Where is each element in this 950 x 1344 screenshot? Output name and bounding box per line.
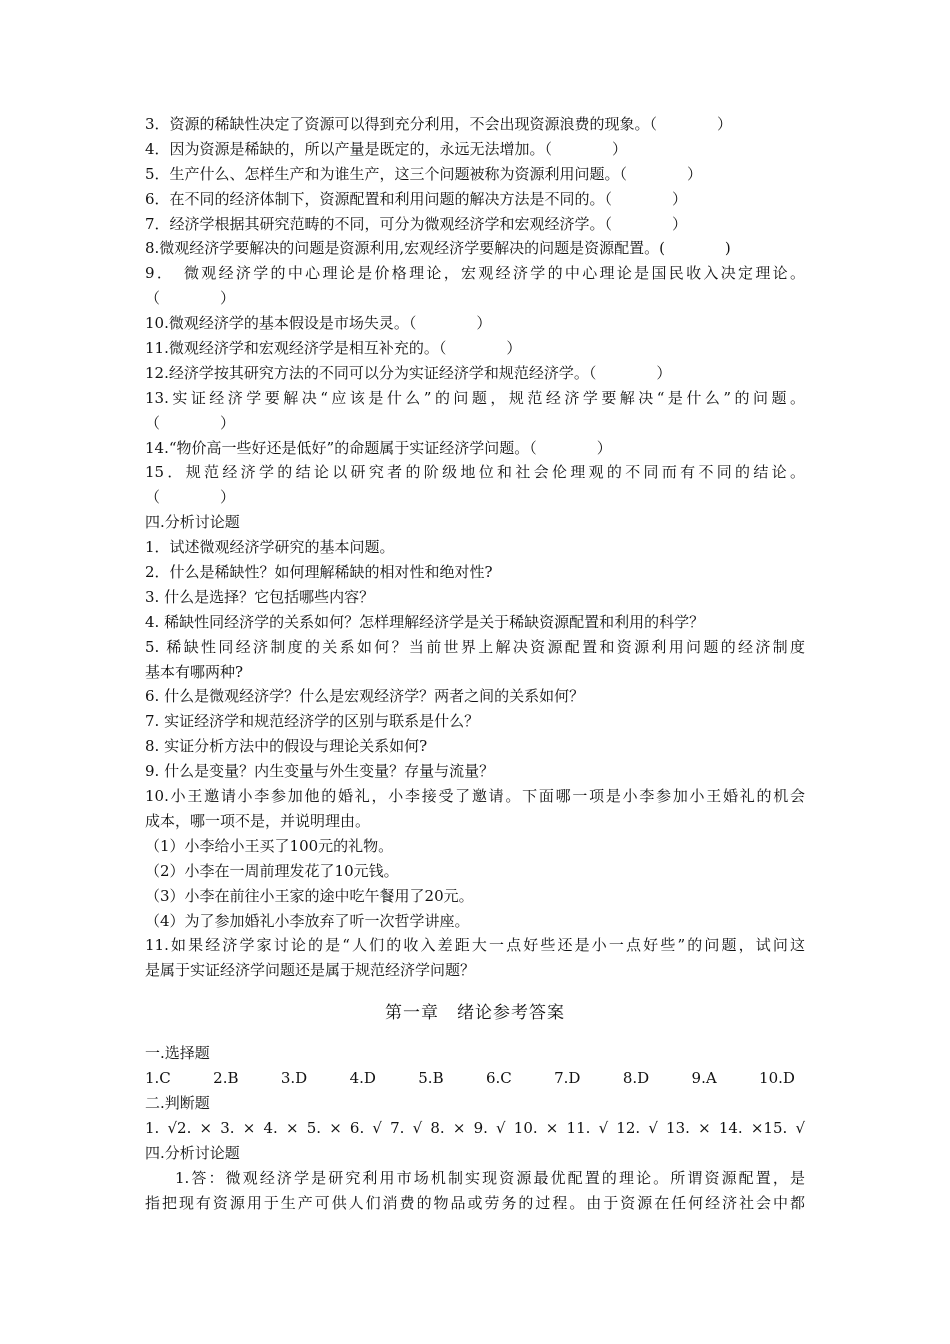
- section-heading: 二.判断题: [145, 1093, 210, 1112]
- judge-item: 15．规范经济学的结论以研究者的阶级地位和社会伦理观的不同而有不同的结论。: [145, 463, 805, 482]
- choice-answer: 10.D: [759, 1069, 795, 1088]
- discussion-item: 成本，哪一项不是，并说明理由。: [145, 811, 371, 830]
- judge-item: 8.微观经济学要解决的问题是资源利用,宏观经济学要解决的问题是资源配置。( ): [145, 239, 731, 258]
- choice-answer: 4.D: [349, 1069, 376, 1088]
- discussion-item: 4. 稀缺性同经济学的关系如何？怎样理解经济学是关于稀缺资源配置和利用的科学？: [145, 612, 705, 631]
- section-heading: 四.分析讨论题: [145, 513, 240, 532]
- discussion-item: （3）小李在前往小王家的途中吃午餐用了20元。: [145, 886, 474, 905]
- answers-section: [145, 1041, 805, 1215]
- discussion-item: （2）小李在一周前理发花了10元钱。: [145, 861, 399, 880]
- discussion-item: 2．什么是稀缺性？如何理解稀缺的相对性和绝对性?: [145, 563, 493, 582]
- section-heading: 四.分析讨论题: [145, 1143, 240, 1162]
- discussion-item: 1．试述微观经济学研究的基本问题。: [145, 538, 395, 557]
- discussion-item: （4）为了参加婚礼小李放弃了听一次哲学讲座。: [145, 911, 470, 930]
- answer-paragraph-line: 1.答：微观经济学是研究利用市场机制实现资源最优配置的理论。所谓资源配置，是: [175, 1168, 805, 1187]
- judge-item: 5．生产什么、怎样生产和为谁生产，这三个问题被称为资源利用问题。（ ）: [145, 164, 703, 183]
- discussion-item: 8. 实证分析方法中的假设与理论关系如何?: [145, 737, 428, 756]
- answer-paragraph-line: 指把现有资源用于生产可供人们消费的物品或劳务的过程。由于资源在任何经济社会中都: [145, 1193, 805, 1212]
- choice-answer: 3.D: [280, 1069, 308, 1088]
- discussion-item: 5. 稀缺性同经济制度的关系如何？当前世界上解决资源配置和资源利用问题的经济制度: [145, 637, 805, 656]
- choice-answer: 9.A: [691, 1069, 717, 1088]
- discussion-item: 6. 什么是微观经济学？什么是宏观经济学？两者之间的关系如何？: [145, 687, 585, 706]
- judge-item: 10.微观经济学的基本假设是市场失灵。（ ）: [145, 314, 492, 333]
- choice-answer: 2.B: [213, 1069, 239, 1088]
- discussion-item: 10.小王邀请小李参加他的婚礼，小李接受了邀请。下面哪一项是小李参加小王婚礼的机会: [145, 787, 805, 806]
- discussion-item: 7. 实证经济学和规范经济学的区别与联系是什么？: [145, 712, 480, 731]
- judge-item: 7．经济学根据其研究范畴的不同，可分为微观经济学和宏观经济学。（ ）: [145, 214, 688, 233]
- judge-item: 6．在不同的经济体制下，资源配置和利用问题的解决方法是不同的。（ ）: [145, 189, 688, 208]
- judge-item: 9． 微观经济学的中心理论是价格理论，宏观经济学的中心理论是国民收入决定理论。: [145, 264, 805, 283]
- choice-answer: 1.C: [145, 1069, 171, 1088]
- discussion-item: 是属于实证经济学问题还是属于规范经济学问题？: [145, 961, 476, 980]
- judge-section: [145, 112, 805, 510]
- discussion-item: 11.如果经济学家讨论的是“人们的收入差距大一点好些还是小一点好些”的问题，试问这: [145, 936, 805, 955]
- document-page: [145, 112, 805, 1215]
- judge-item: 4．因为资源是稀缺的，所以产量是既定的，永远无法增加。（ ）: [145, 139, 628, 158]
- section-heading: 一.选择题: [145, 1044, 210, 1063]
- discussion-item: 3. 什么是选择？它包括哪些内容？: [145, 587, 375, 606]
- judge-item: 3．资源的稀缺性决定了资源可以得到充分利用，不会出现资源浪费的现象。（ ）: [145, 115, 733, 133]
- discussion-section: [145, 510, 805, 983]
- judge-answers: 1. √2. × 3. × 4. × 5. × 6. √ 7. √ 8. × 9. √ 10. × 11. √ 12. √ 13. × 14. ×15. √: [145, 1118, 805, 1137]
- judge-item: 14.“物价高一些好还是低好”的命题属于实证经济学问题。（ ）: [145, 438, 612, 457]
- choice-answer: 7.D: [554, 1069, 581, 1088]
- judge-item: 11.微观经济学和宏观经济学是相互补充的。（ ）: [145, 339, 522, 358]
- judge-item: （ ）: [145, 289, 236, 308]
- discussion-item: 基本有哪两种?: [145, 662, 244, 681]
- judge-item: 13.实证经济学要解决“应该是什么”的问题，规范经济学要解决“是什么”的问题。: [145, 388, 805, 407]
- choice-answer: 6.C: [485, 1069, 512, 1088]
- choice-answer: 5.B: [418, 1069, 444, 1088]
- discussion-item: 9. 什么是变量？内生变量与外生变量？存量与流量？: [145, 762, 495, 781]
- choice-answers: [145, 1066, 805, 1091]
- discussion-item: （1）小李给小王买了100元的礼物。: [145, 836, 394, 855]
- chapter-title: 第一章 绪论参考答案: [385, 1003, 565, 1024]
- choice-answer: 8.D: [622, 1069, 650, 1088]
- judge-item: （ ）: [145, 413, 236, 432]
- judge-item: 12.经济学按其研究方法的不同可以分为实证经济学和规范经济学。（ ）: [145, 363, 672, 382]
- judge-item: （ ）: [145, 488, 236, 507]
